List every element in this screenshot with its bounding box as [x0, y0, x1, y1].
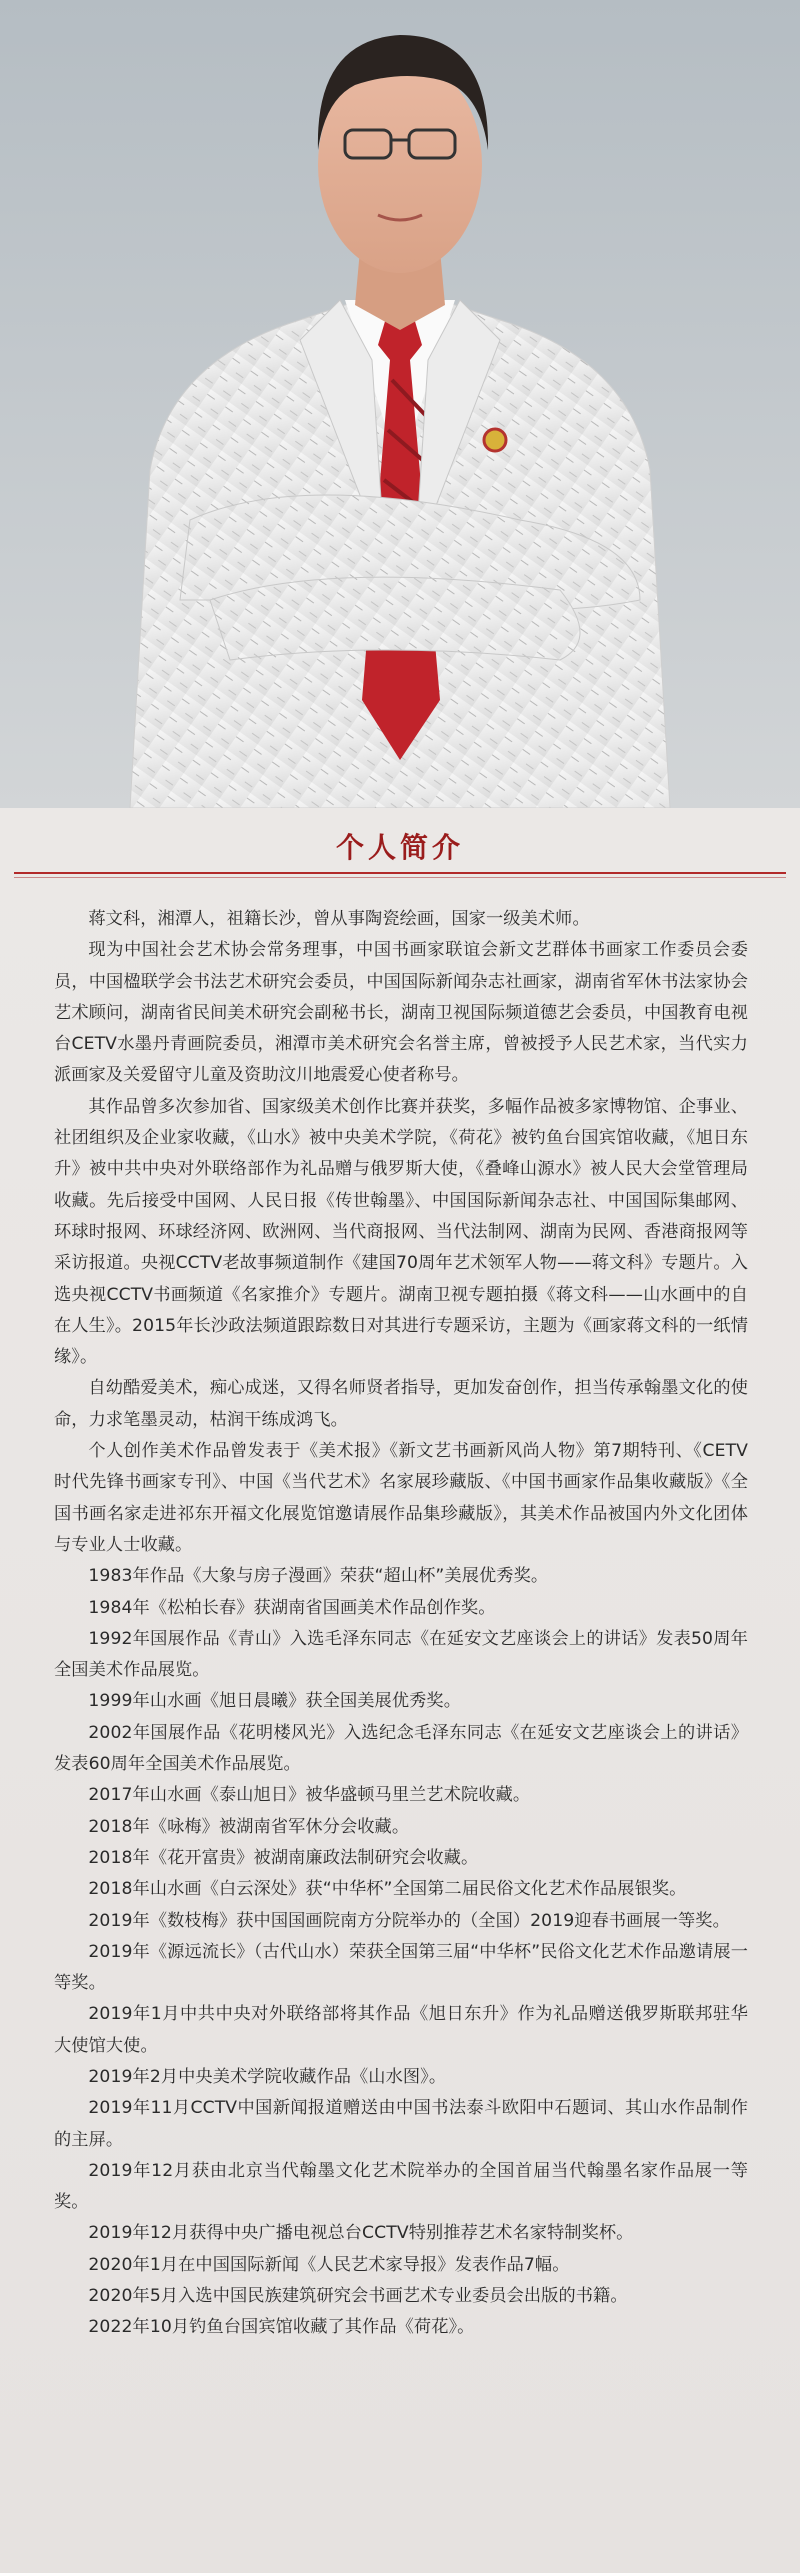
- bio-paragraph: 个人创作美术作品曾发表于《美术报》《新文艺书画新风尚人物》第7期特刊、《CETV时代先锋书画家专刊》、中国《当代艺术》名家展珍藏版、《中国书画家作品集收藏版》《全国书画名家走进祁东开福文化展览馆邀请展作品集珍藏版》，其美术作品被国内外文化团体与专业人士收藏。: [54, 1441, 748, 1555]
- award-item: 2017年山水画《泰山旭日》被华盛顿马里兰艺术院收藏。: [88, 1785, 531, 1806]
- portrait-photo: [0, 0, 800, 808]
- award-item: 2018年山水画《白云深处》获“中华杯”全国第二届民俗文化艺术作品展银奖。: [88, 1879, 687, 1900]
- award-item: 2019年2月中央美术学院收藏作品《山水图》。: [88, 2066, 447, 2087]
- section-header: [0, 808, 800, 886]
- bio-paragraph: 现为中国社会艺术协会常务理事，中国书画家联谊会新文艺群体书画家工作委员会委员，中国楹联学会书法艺术研究会委员，中国国际新闻杂志社画家，湖南省军休书法家协会艺术顾问，湖南省民间美术研究会副秘书长，湖南卫视国际频道德艺会委员，中国教育电视台CETV水墨丹青画院委员，湘潭市美术研究会名誉主席，曾被授予人民艺术家，当代实力派画家及关爱留守儿童及资助汶川地震爱心使者称号。: [54, 940, 748, 1086]
- award-item: 2019年12月获由北京当代翰墨文化艺术院举办的全国首届当代翰墨名家作品展一等奖。: [54, 2160, 748, 2213]
- award-item: 1999年山水画《旭日晨曦》获全国美展优秀奖。: [88, 1691, 461, 1712]
- biography-section: [0, 808, 800, 2573]
- title-divider: [14, 872, 786, 874]
- award-item: 2020年1月在中国国际新闻《人民艺术家导报》发表作品7幅。: [88, 2254, 570, 2275]
- award-item: 2019年《源远流长》（古代山水）荣获全国第三届“中华杯”民俗文化艺术作品邀请展一等奖。: [54, 1941, 748, 1994]
- award-item: 2018年《咏梅》被湖南省军休分会收藏。: [88, 1816, 410, 1837]
- portrait-illustration: [0, 0, 800, 808]
- section-title: 个人简介: [335, 831, 464, 864]
- award-item: 2019年1月中共中央对外联络部将其作品《旭日东升》作为礼品赠送俄罗斯联邦驻华大使馆大使。: [54, 2004, 748, 2056]
- award-item: 2019年《数枝梅》获中国国画院南方分院举办的（全国）2019迎春书画展一等奖。: [88, 1910, 730, 1931]
- award-item: 2019年11月CCTV中国新闻报道赠送由中国书法泰斗欧阳中石题词、其山水作品制作的主屏。: [54, 2098, 748, 2150]
- biography-text: [54, 904, 748, 2344]
- bio-paragraph: 自幼酷爱美术，痴心成迷，又得名师贤者指导，更加发奋创作，担当传承翰墨文化的使命，力求笔墨灵动，枯润干练成鸿飞。: [54, 1378, 748, 1430]
- award-item: 1984年《松柏长春》获湖南省国画美术作品创作奖。: [88, 1597, 496, 1618]
- award-item: 2019年12月获得中央广播电视总台CCTV特别推荐艺术名家特制奖杯。: [88, 2223, 634, 2244]
- award-item: 2022年10月钓鱼台国宾馆收藏了其作品《荷花》。: [88, 2317, 475, 2338]
- award-item: 1992年国展作品《青山》入选毛泽东同志《在延安文艺座谈会上的讲话》发表50周年全国美术作品展览。: [54, 1628, 748, 1681]
- award-item: 2020年5月入选中国民族建筑研究会书画艺术专业委员会出版的书籍。: [88, 2286, 628, 2307]
- award-item: 1983年作品《大象与房子漫画》荣获“超山杯”美展优秀奖。: [88, 1566, 549, 1587]
- bio-paragraph: 蒋文科，湘潭人，祖籍长沙，曾从事陶瓷绘画，国家一级美术师。: [88, 909, 590, 929]
- award-item: 2018年《花开富贵》被湖南廉政法制研究会收藏。: [88, 1847, 479, 1868]
- bio-paragraph: 其作品曾多次参加省、国家级美术创作比赛并获奖，多幅作品被多家博物馆、企事业、社团组织及企业家收藏，《山水》被中央美术学院，《荷花》被钓鱼台国宾馆收藏，《旭日东升》被中共中央对外联络部作为礼品赠与俄罗斯大使，《叠峰山源水》被人民大会堂管理局收藏。先后接受中国网、人民日报《传世翰墨》、中国国际新闻杂志社、中国国际集邮网、环球时报网、环球经济网、欧洲网、当代商报网、当代法制网、湖南为民网、香港商报网等采访报道。央视CCTV老故事频道制作《建国70周年艺术领军人物——蒋文科》专题片。入选央视CCTV书画频道《名家推介》专题片。湖南卫视专题拍摄《蒋文科——山水画中的自在人生》。2015年长沙政法频道跟踪数日对其进行专题采访，主题为《画家蒋文科的一纸情缘》。: [54, 1096, 748, 1368]
- award-item: 2002年国展作品《花明楼风光》入选纪念毛泽东同志《在延安文艺座谈会上的讲话》发表60周年全国美术作品展览。: [54, 1722, 748, 1775]
